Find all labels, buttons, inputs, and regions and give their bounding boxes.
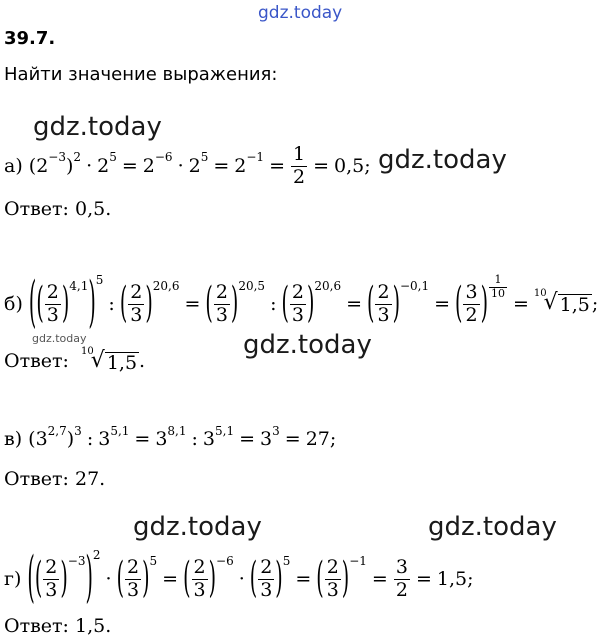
root-expression: 10 √ 1,5 <box>533 288 590 317</box>
part-d-expression: г) ( ( $\frac{2}{3}$ ) −3 ) 2 · ( $\frac{2}{3}$ ) 5 = ( $\frac{2}{3}$ ) −6 · ( $\frac{2}{3}$ ) 5 = ( $\frac{2}{3}$ ) −1 = $\frac{3}{2}$ = 1,5; <box>4 545 474 610</box>
part-label: а) <box>4 154 23 177</box>
watermark: gdz.today <box>378 145 507 175</box>
watermark-top: gdz.today <box>258 3 343 23</box>
watermark-small: gdz.today <box>32 332 87 345</box>
part-b-expression: б) ( ( $\frac{2}{3}$ ) 4,1 ) 5 : ( $\frac{2}{3}$ ) 20,6 = ( $\frac{2}{3}$ ) 20,5 : ( $\frac{2}{3}$ ) 20,6 = ( $\frac{2}{3}$ ) −0,1 = ( $\frac{3}{2}$ ) $\frac{1}{10}$ = 10 √ 1,5 ; <box>4 270 599 335</box>
part-a-expression: а) ( 2 −3 ) 2 · 2 5 = 2 −6 · 2 5 = 2 −1 = $\frac{1}{2}$ = 0,5; <box>4 143 371 188</box>
task-text: Найти значение выражения: <box>4 64 278 85</box>
watermark: gdz.today <box>33 112 162 142</box>
part-c-answer: Ответ: 27. <box>4 468 106 490</box>
problem-number: 39.7. <box>4 28 56 49</box>
watermark: gdz.today <box>133 512 262 542</box>
watermark: gdz.today <box>428 512 557 542</box>
fraction: $\frac{1}{2}$ <box>292 143 306 188</box>
part-c-expression: в) ( 3 2,7 ) 3 : 3 5,1 = 3 8,1 : 3 5,1 = 3 3 = 27; <box>4 423 337 450</box>
part-a-answer: Ответ: 0,5. <box>4 198 112 220</box>
part-d-answer: Ответ: 1,5. <box>4 615 112 637</box>
watermark: gdz.today <box>243 330 372 360</box>
part-b-answer: Ответ: 10 √ 1,5 . <box>4 346 146 374</box>
